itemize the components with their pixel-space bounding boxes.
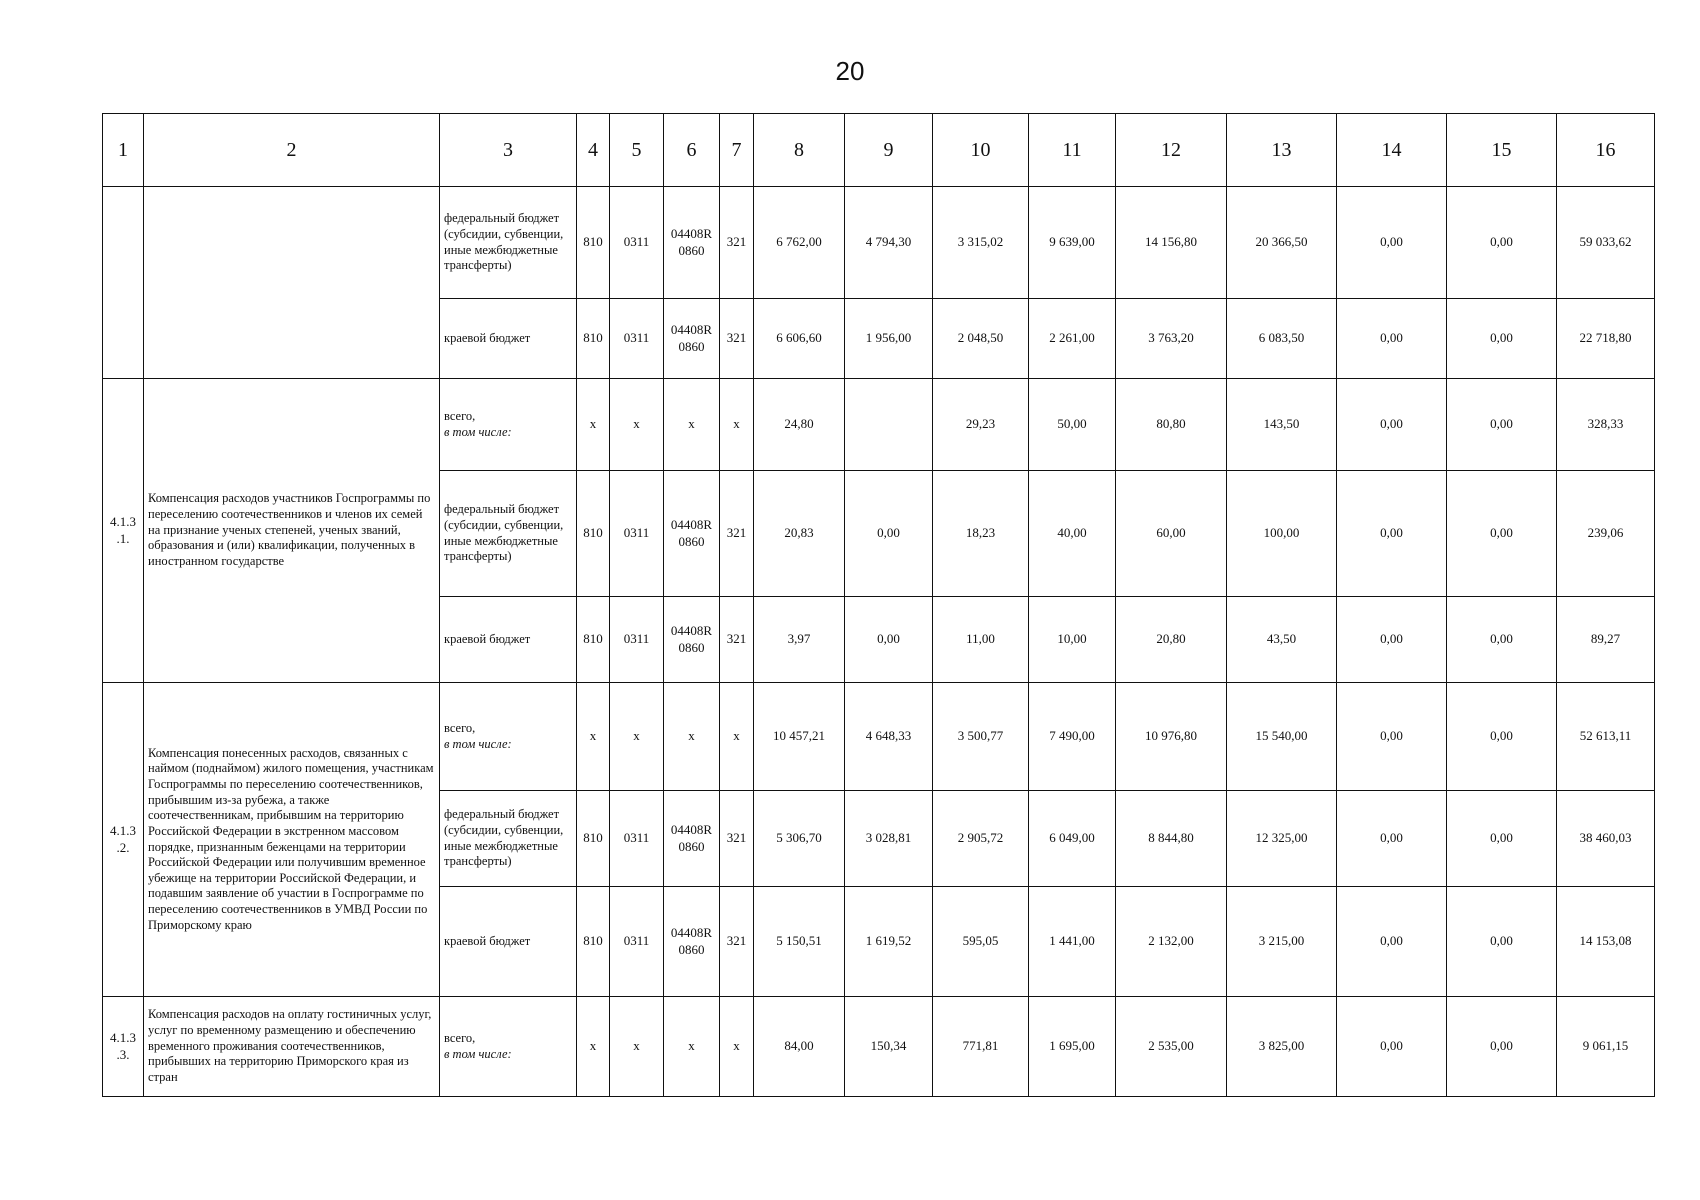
column-header-12: 12: [1116, 114, 1227, 187]
funding-source-sublabel: в том числе:: [444, 424, 512, 439]
code-cell-4: x: [577, 997, 610, 1097]
value-cell-15: 0,00: [1447, 379, 1557, 471]
code-cell-5: 0311: [610, 471, 664, 597]
column-header-15: 15: [1447, 114, 1557, 187]
code-cell-5: x: [610, 997, 664, 1097]
value-cell-16: 9 061,15: [1557, 997, 1655, 1097]
row-index: 4.1.3 .3.: [103, 997, 144, 1097]
value-cell-10: 2 048,50: [933, 299, 1029, 379]
value-cell-14: 0,00: [1337, 187, 1447, 299]
value-cell-15: 0,00: [1447, 597, 1557, 683]
code-cell-7: 321: [720, 471, 754, 597]
funding-source-label: всего,: [444, 720, 476, 735]
value-cell-8: 10 457,21: [754, 683, 845, 791]
value-cell-12: 2 132,00: [1116, 887, 1227, 997]
value-cell-12: 3 763,20: [1116, 299, 1227, 379]
code-cell-5: 0311: [610, 791, 664, 887]
row-index: [103, 187, 144, 379]
funding-source: [440, 597, 577, 683]
value-cell-11: 9 639,00: [1029, 187, 1116, 299]
value-cell-15: 0,00: [1447, 791, 1557, 887]
header-row: [103, 114, 1655, 187]
value-cell-10: 29,23: [933, 379, 1029, 471]
row-description: [144, 187, 440, 379]
column-header-11: 11: [1029, 114, 1116, 187]
column-header-8: 8: [754, 114, 845, 187]
value-cell-12: 8 844,80: [1116, 791, 1227, 887]
funding-source-label: всего,: [444, 1030, 476, 1045]
code-cell-6: 04408R 0860: [664, 299, 720, 379]
row-description: Компенсация расходов участников Госпрограммы по переселению соотечественников и членов их семей на признание ученых степеней, ученых званий, образования и (или) квалификации, полученных в иностранном государстве: [144, 379, 440, 683]
value-cell-11: 40,00: [1029, 471, 1116, 597]
funding-source-label: краевой бюджет: [444, 631, 531, 646]
value-cell-11: 50,00: [1029, 379, 1116, 471]
code-cell-5: 0311: [610, 299, 664, 379]
funding-source: [440, 887, 577, 997]
value-cell-10: 3 500,77: [933, 683, 1029, 791]
value-cell-11: 1 441,00: [1029, 887, 1116, 997]
code-cell-7: x: [720, 379, 754, 471]
value-cell-10: 3 315,02: [933, 187, 1029, 299]
code-cell-4: 810: [577, 597, 610, 683]
code-cell-6: x: [664, 683, 720, 791]
value-cell-11: 6 049,00: [1029, 791, 1116, 887]
value-cell-9: 4 648,33: [845, 683, 933, 791]
funding-source-label: федеральный бюджет (субсидии, субвенции, иные межбюджетные трансферты): [444, 211, 564, 273]
code-cell-6: 04408R 0860: [664, 187, 720, 299]
value-cell-16: 59 033,62: [1557, 187, 1655, 299]
value-cell-10: 595,05: [933, 887, 1029, 997]
value-cell-8: 24,80: [754, 379, 845, 471]
value-cell-9: 0,00: [845, 597, 933, 683]
value-cell-8: 5 150,51: [754, 887, 845, 997]
value-cell-15: 0,00: [1447, 683, 1557, 791]
value-cell-13: 12 325,00: [1227, 791, 1337, 887]
code-cell-4: 810: [577, 887, 610, 997]
column-header-1: 1: [103, 114, 144, 187]
row-index: 4.1.3 .2.: [103, 683, 144, 997]
value-cell-12: 14 156,80: [1116, 187, 1227, 299]
code-cell-7: 321: [720, 887, 754, 997]
code-cell-7: 321: [720, 187, 754, 299]
code-cell-6: 04408R 0860: [664, 471, 720, 597]
value-cell-8: 5 306,70: [754, 791, 845, 887]
table-row: [103, 997, 1655, 1097]
value-cell-13: 15 540,00: [1227, 683, 1337, 791]
value-cell-14: 0,00: [1337, 683, 1447, 791]
code-cell-4: x: [577, 379, 610, 471]
value-cell-12: 20,80: [1116, 597, 1227, 683]
code-cell-6: x: [664, 379, 720, 471]
value-cell-13: 3 825,00: [1227, 997, 1337, 1097]
value-cell-9: 3 028,81: [845, 791, 933, 887]
value-cell-9: 150,34: [845, 997, 933, 1097]
code-cell-6: 04408R 0860: [664, 791, 720, 887]
column-header-5: 5: [610, 114, 664, 187]
value-cell-14: 0,00: [1337, 299, 1447, 379]
column-header-9: 9: [845, 114, 933, 187]
value-cell-16: 52 613,11: [1557, 683, 1655, 791]
value-cell-16: 239,06: [1557, 471, 1655, 597]
code-cell-6: 04408R 0860: [664, 887, 720, 997]
value-cell-11: 2 261,00: [1029, 299, 1116, 379]
table-body: [103, 114, 1655, 1097]
code-cell-7: x: [720, 683, 754, 791]
column-header-3: 3: [440, 114, 577, 187]
code-cell-4: 810: [577, 299, 610, 379]
table-row: [103, 187, 1655, 299]
column-header-13: 13: [1227, 114, 1337, 187]
code-cell-7: 321: [720, 299, 754, 379]
value-cell-12: 10 976,80: [1116, 683, 1227, 791]
table-row: [103, 683, 1655, 791]
value-cell-13: 3 215,00: [1227, 887, 1337, 997]
funding-source-label: краевой бюджет: [444, 933, 531, 948]
code-cell-7: 321: [720, 791, 754, 887]
table-row: [103, 379, 1655, 471]
code-cell-5: 0311: [610, 597, 664, 683]
funding-source: [440, 379, 577, 471]
code-cell-7: 321: [720, 597, 754, 683]
value-cell-13: 43,50: [1227, 597, 1337, 683]
funding-source: [440, 471, 577, 597]
code-cell-6: x: [664, 997, 720, 1097]
column-header-16: 16: [1557, 114, 1655, 187]
value-cell-10: 18,23: [933, 471, 1029, 597]
value-cell-10: 771,81: [933, 997, 1029, 1097]
value-cell-14: 0,00: [1337, 997, 1447, 1097]
value-cell-16: 14 153,08: [1557, 887, 1655, 997]
funding-source-label: федеральный бюджет (субсидии, субвенции, иные межбюджетные трансферты): [444, 807, 564, 869]
funding-source-sublabel: в том числе:: [444, 736, 512, 751]
code-cell-5: x: [610, 683, 664, 791]
column-header-6: 6: [664, 114, 720, 187]
budget-table: [102, 113, 1655, 1097]
value-cell-13: 143,50: [1227, 379, 1337, 471]
value-cell-8: 6 762,00: [754, 187, 845, 299]
value-cell-11: 10,00: [1029, 597, 1116, 683]
value-cell-12: 80,80: [1116, 379, 1227, 471]
value-cell-13: 6 083,50: [1227, 299, 1337, 379]
funding-source: [440, 791, 577, 887]
column-header-14: 14: [1337, 114, 1447, 187]
value-cell-16: 38 460,03: [1557, 791, 1655, 887]
value-cell-8: 20,83: [754, 471, 845, 597]
value-cell-15: 0,00: [1447, 471, 1557, 597]
page-number: 20: [835, 56, 865, 86]
value-cell-9: [845, 379, 933, 471]
value-cell-11: 1 695,00: [1029, 997, 1116, 1097]
value-cell-14: 0,00: [1337, 597, 1447, 683]
value-cell-12: 60,00: [1116, 471, 1227, 597]
row-index: 4.1.3 .1.: [103, 379, 144, 683]
value-cell-8: 3,97: [754, 597, 845, 683]
code-cell-5: 0311: [610, 187, 664, 299]
code-cell-4: 810: [577, 187, 610, 299]
funding-source: [440, 187, 577, 299]
value-cell-13: 20 366,50: [1227, 187, 1337, 299]
value-cell-14: 0,00: [1337, 379, 1447, 471]
funding-source: [440, 997, 577, 1097]
funding-source-sublabel: в том числе:: [444, 1046, 512, 1061]
code-cell-5: 0311: [610, 887, 664, 997]
code-cell-7: x: [720, 997, 754, 1097]
column-header-2: 2: [144, 114, 440, 187]
value-cell-8: 6 606,60: [754, 299, 845, 379]
funding-source: [440, 299, 577, 379]
value-cell-13: 100,00: [1227, 471, 1337, 597]
value-cell-9: 1 619,52: [845, 887, 933, 997]
value-cell-16: 22 718,80: [1557, 299, 1655, 379]
value-cell-14: 0,00: [1337, 471, 1447, 597]
value-cell-15: 0,00: [1447, 997, 1557, 1097]
value-cell-15: 0,00: [1447, 299, 1557, 379]
code-cell-4: x: [577, 683, 610, 791]
row-description: Компенсация расходов на оплату гостиничных услуг, услуг по временному размещению и обеспечению временного проживания соотечественников, прибывших на территорию Приморского края из стран: [144, 997, 440, 1097]
value-cell-14: 0,00: [1337, 791, 1447, 887]
funding-source-label: краевой бюджет: [444, 330, 531, 345]
value-cell-14: 0,00: [1337, 887, 1447, 997]
code-cell-5: x: [610, 379, 664, 471]
value-cell-15: 0,00: [1447, 887, 1557, 997]
code-cell-4: 810: [577, 471, 610, 597]
column-header-4: 4: [577, 114, 610, 187]
value-cell-9: 0,00: [845, 471, 933, 597]
value-cell-12: 2 535,00: [1116, 997, 1227, 1097]
value-cell-10: 11,00: [933, 597, 1029, 683]
value-cell-16: 328,33: [1557, 379, 1655, 471]
funding-source-label: федеральный бюджет (субсидии, субвенции, иные межбюджетные трансферты): [444, 502, 564, 564]
code-cell-6: 04408R 0860: [664, 597, 720, 683]
value-cell-10: 2 905,72: [933, 791, 1029, 887]
value-cell-15: 0,00: [1447, 187, 1557, 299]
column-header-7: 7: [720, 114, 754, 187]
value-cell-11: 7 490,00: [1029, 683, 1116, 791]
value-cell-16: 89,27: [1557, 597, 1655, 683]
column-header-10: 10: [933, 114, 1029, 187]
funding-source: [440, 683, 577, 791]
funding-source-label: всего,: [444, 408, 476, 423]
row-description: Компенсация понесенных расходов, связанных с наймом (поднаймом) жилого помещения, участникам Госпрограммы по переселению соотечественников, прибывшим из-за рубежа, а также соотечественникам, прибывшим на территорию Российской Федерации в экстренном массовом порядке, признанным беженцами на территории Российской Федерации или получившим временное убежище на территории Российской Федерации, и подавшим заявление об участии в Госпрограмме по переселению соотечественников в УМВД России по Приморскому краю: [144, 683, 440, 997]
value-cell-9: 4 794,30: [845, 187, 933, 299]
value-cell-8: 84,00: [754, 997, 845, 1097]
value-cell-9: 1 956,00: [845, 299, 933, 379]
code-cell-4: 810: [577, 791, 610, 887]
